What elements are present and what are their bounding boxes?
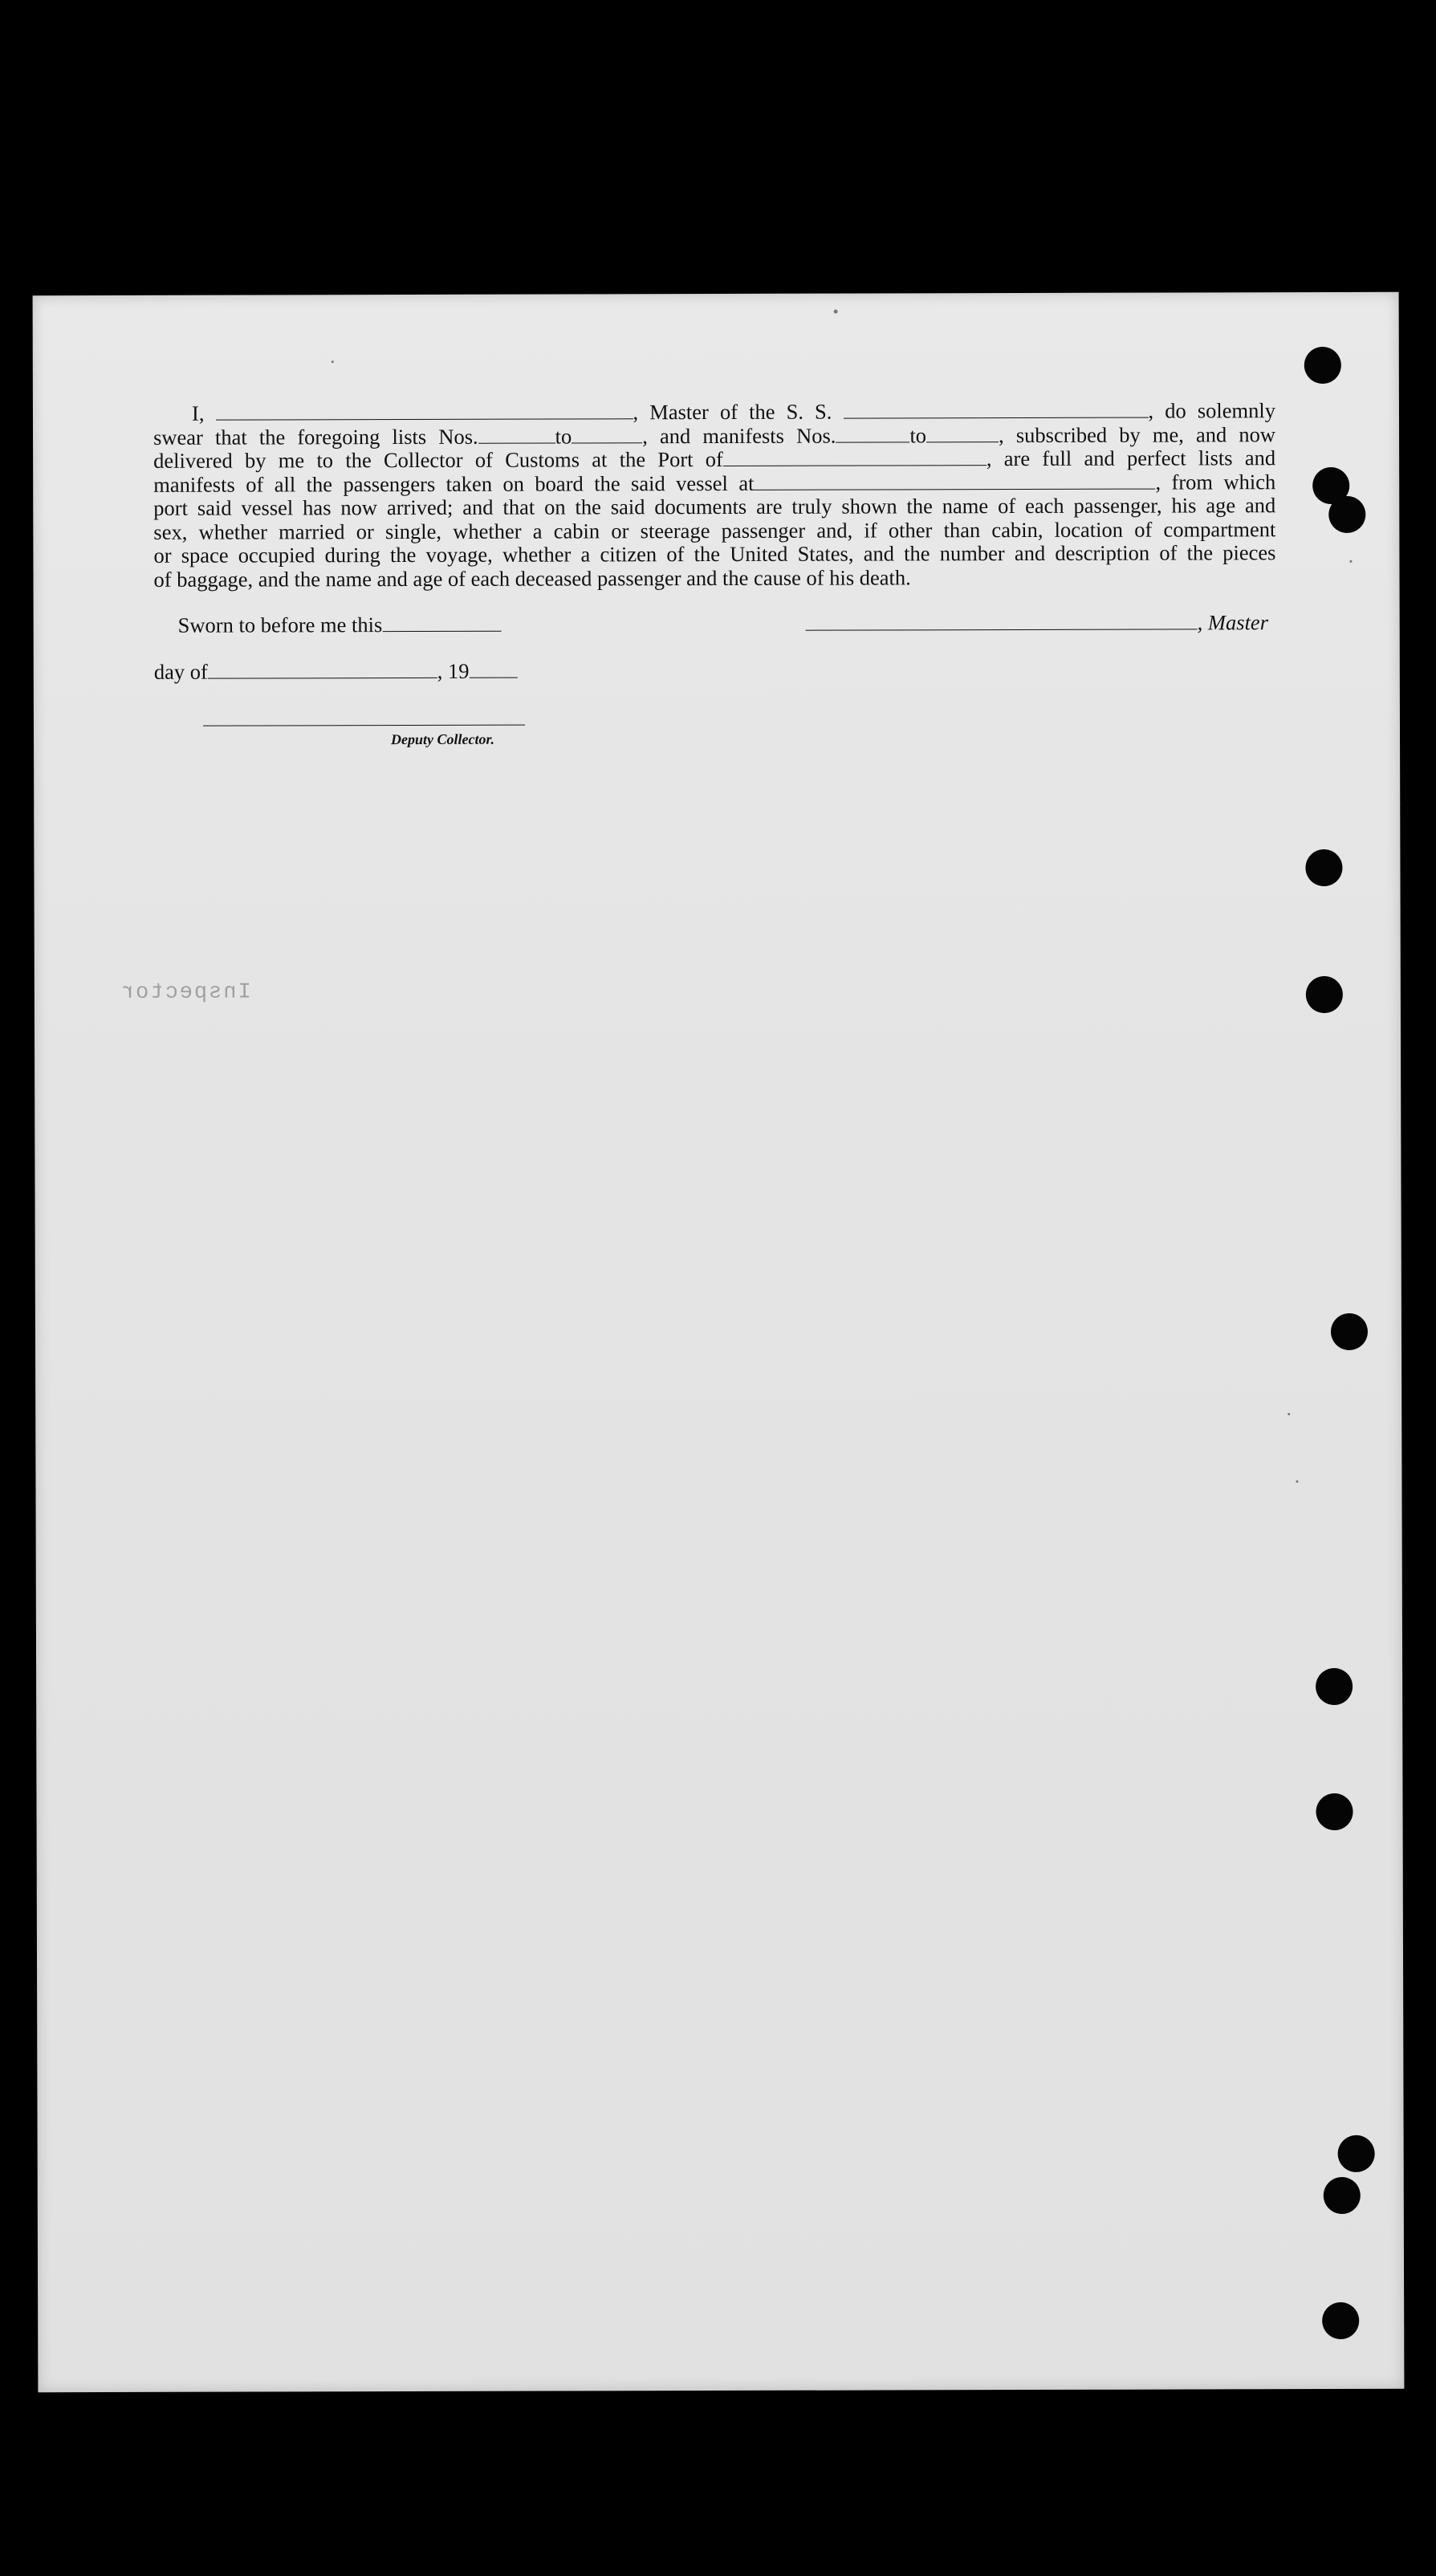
day-of-text: day of [153, 659, 208, 684]
oath-text: manifests of all the passengers taken on board the said vessel at [153, 470, 755, 497]
oath-line-3 [153, 446, 1275, 473]
oath-paragraph [153, 399, 1276, 592]
port-blank [723, 449, 986, 466]
master-signature-blank [806, 614, 1198, 630]
embarkation-port-blank [754, 472, 1155, 490]
punch-hole [1338, 2135, 1375, 2172]
punch-hole [1306, 976, 1343, 1013]
speck [1288, 1413, 1290, 1415]
oath-line-8: of baggage, and the name and age of each deceased passenger and the cause of his death. [153, 564, 911, 592]
deputy-collector-label: Deputy Collector. [391, 730, 495, 748]
manifest-from-blank [836, 425, 909, 442]
oath-line-6: sex, whether married or single, whether a cabin or steerage passenger and, if other than cabin, location of compartment [153, 516, 1276, 544]
oath-text: , are full and perfect lists and [986, 446, 1276, 471]
master-signature-line [806, 610, 1268, 637]
speck [332, 360, 334, 363]
document-page [33, 292, 1405, 2392]
oath-text: I, [191, 401, 205, 425]
speck [1349, 560, 1352, 563]
sworn-line [178, 612, 502, 638]
oath-text: delivered by me to the Collector of Customs at the Port of [153, 446, 723, 473]
deputy-collector-signature-line [203, 725, 525, 726]
oath-text: , and manifests Nos. [642, 423, 836, 448]
oath-text: , do solemnly [1148, 398, 1276, 423]
name-blank [215, 402, 633, 420]
punch-hole [1304, 347, 1341, 384]
punch-hole [1316, 1793, 1353, 1830]
oath-text: to [555, 423, 572, 449]
oath-line-5: port said vessel has now arrived; and that on the said documents are truly shown the name of each passenger, his age and [153, 493, 1276, 520]
oath-text: , from which [1155, 469, 1276, 494]
punch-hole [1331, 1313, 1368, 1350]
sworn-day-blank [382, 617, 501, 632]
day-of-line [154, 659, 518, 685]
speck [1296, 1480, 1298, 1483]
sworn-text: Sworn to before me this [177, 612, 383, 637]
month-blank [208, 663, 437, 679]
oath-text: to [909, 422, 927, 447]
oath-text: , subscribed by me, and now [999, 421, 1276, 447]
punch-hole [1328, 496, 1365, 533]
punch-hole [1305, 849, 1342, 886]
list-to-blank [572, 426, 642, 443]
year-blank [470, 663, 518, 678]
punch-hole [1324, 2177, 1361, 2214]
punch-hole [1316, 1668, 1353, 1705]
oath-text: swear that the foregoing lists Nos. [153, 424, 478, 450]
list-from-blank [478, 426, 555, 443]
punch-hole [1322, 2302, 1359, 2339]
vessel-blank [843, 401, 1148, 419]
manifest-to-blank [926, 425, 999, 442]
year-prefix: , 19 [437, 658, 470, 683]
oath-line-7: or space occupied during the voyage, whether a citizen of the United States, and the number and description of the pieces [153, 540, 1276, 568]
speck [834, 310, 838, 314]
stamp-offset: Inspector [119, 980, 251, 1005]
oath-text: , Master of the S. S. [633, 399, 832, 425]
master-label: , Master [1197, 610, 1269, 635]
